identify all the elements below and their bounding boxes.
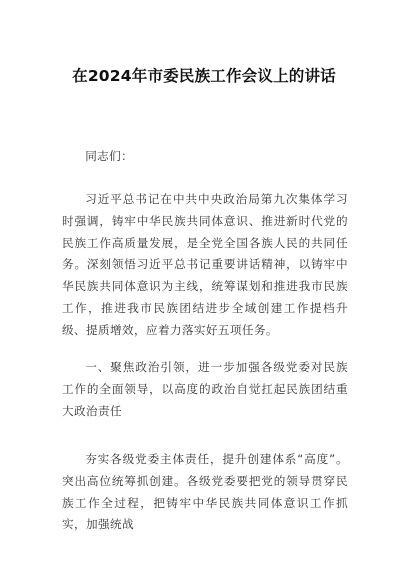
body-paragraph-intro: 习近平总书记在中共中央政治局第九次集体学习时强调，铸牢中华民族共同体意识、推进新时代党的民族工作高质量发展，是全党全国各族人民的共同任务。深刻领悟习近平总书记重要讲话精神，以铸牢中华民族共同体意识为主线，统筹谋划和推进我市民族工作，推进我市民族团结进步全域创建工作提档升级、提质增效，应着力落实好五项任务。 <box>62 192 348 337</box>
salutation: 同志们： <box>85 149 134 163</box>
body-paragraph-responsibility: 夯实各级党委主体责任，提升创建体系“高度”。突出高位统筹抓创建。各级党委要把党的领导贯穿民族工作全过程，把铸牢中华民族共同体意识工作抓实，加强统战 <box>62 452 348 532</box>
section-heading-one: 一、聚焦政治引领，进一步加强各级党委对民族工作的全面领导，以高度的政治自觉扛起民族团结重大政治责任 <box>62 360 348 418</box>
document-title: 在2024年市委民族工作会议上的讲话 <box>72 67 336 85</box>
